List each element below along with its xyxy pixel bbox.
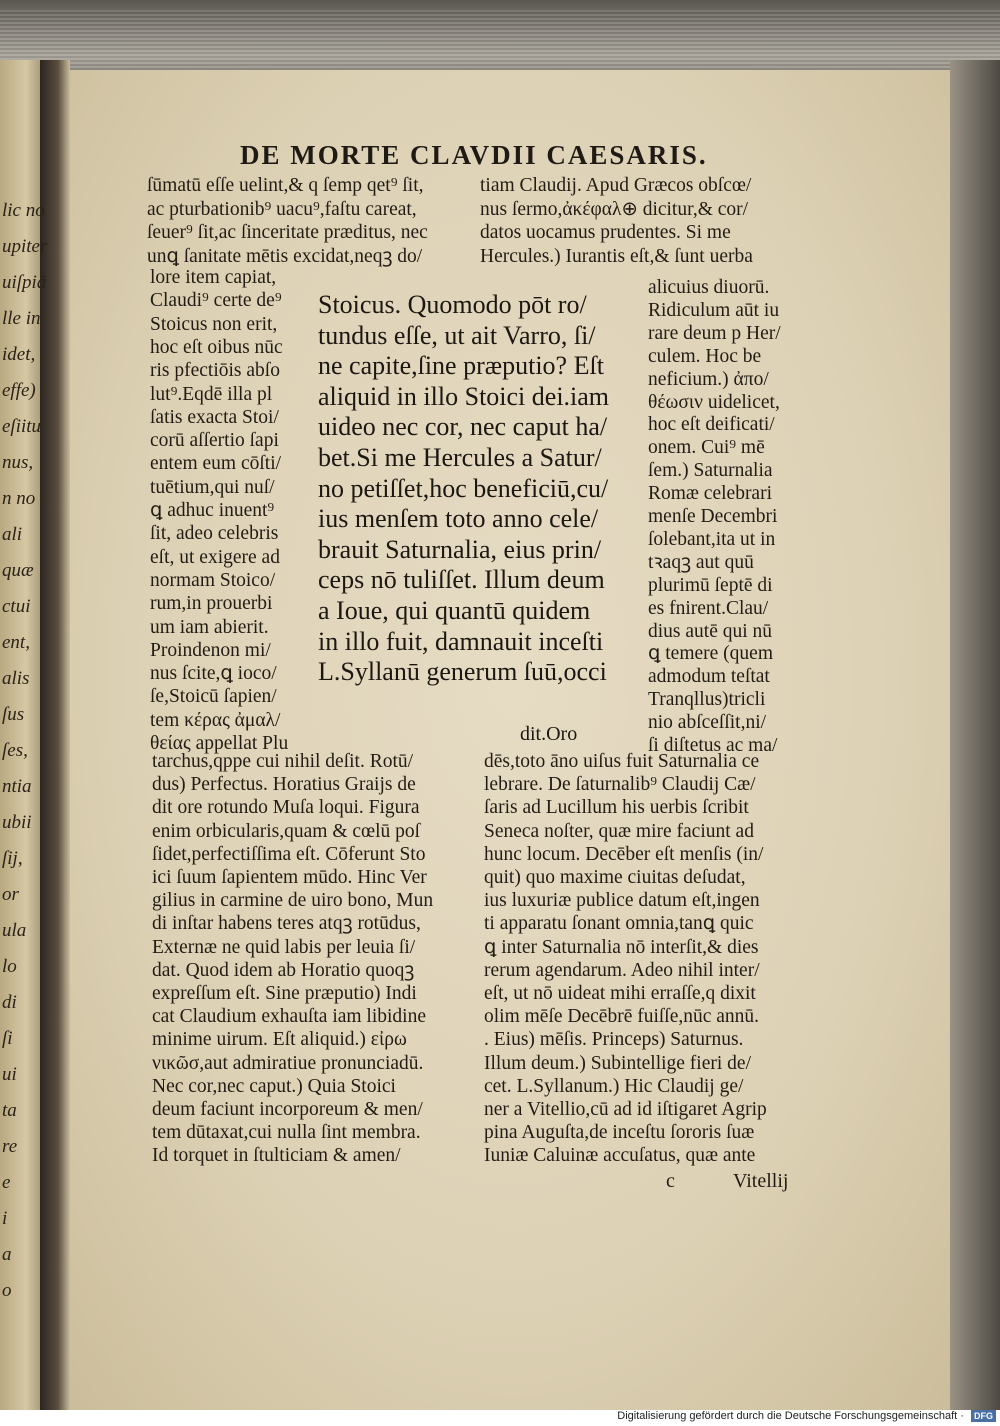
text-line: tem dūtaxat,cui nulla ſint membra. [152, 1122, 421, 1144]
text-line: tꝛaqꝫ aut quū [648, 551, 754, 573]
text-line: Romæ celebrari [648, 483, 772, 505]
text-line: a Ioue, qui quantū quidem [318, 596, 591, 625]
facing-page-fragment: ſi [2, 1028, 13, 1049]
facing-page-fragment: ſus [2, 704, 25, 725]
text-line: ceps nō tuliſſet. Illum deum [318, 565, 605, 595]
text-line: culem. Hoc be [648, 345, 762, 367]
text-line: ſatis exacta Stoi/ [150, 406, 279, 428]
text-line: gilius in carmine de uiro bono, Mun [152, 890, 434, 912]
text-line: lut⁹.Eqdē illa pl [150, 383, 273, 405]
text-line: hoc eſt oibus nūc [150, 336, 283, 358]
text-line: νικῶσ,aut admiratiue pronunciadū. [152, 1052, 424, 1074]
text-line: ris pfectiōis abſo [150, 360, 280, 382]
facing-page-fragment: lle in [2, 308, 41, 329]
text-line: θέωσιν uidelicet, [648, 391, 780, 413]
facing-page-fragment: ntia [2, 776, 32, 797]
facing-page-fragment: quæ [2, 560, 34, 581]
facing-page-fragment: lic no [2, 200, 45, 221]
facing-page-fragment: re [2, 1136, 18, 1157]
text-line: normam Stoico/ [150, 569, 276, 591]
footer-credit [600, 1410, 1000, 1426]
text-line: entem eum cōſti/ [150, 453, 282, 475]
facing-page-fragment: upiter [2, 236, 48, 257]
text-line: dēs,toto āno uiſus fuit Saturnalia ce [484, 751, 760, 772]
facing-page-fragment: e [2, 1172, 11, 1193]
text-line: ici ſuum ſapientem mūdo. Hinc Ver [152, 867, 427, 888]
text-line: ſolebant,ita ut in [648, 528, 776, 550]
running-head: DE MORTE CLAVDII CAESARIS. [240, 140, 708, 170]
text-line: ꝗ temere (quem [648, 643, 773, 665]
text-line: dat. Quod idem ab Horatio quoqꝫ [152, 959, 415, 981]
text-line: alicuius diuorū. [648, 277, 770, 298]
text-line: enim orbicularis,quam & cœlū poſ [152, 820, 421, 842]
text-line: di inſtar habens teres atqꝫ rotūdus, [152, 913, 421, 935]
text-line: ſit, adeo celebris [150, 523, 279, 545]
text-line: tundus eſſe, ut ait Varro, ſi/ [318, 320, 596, 350]
facing-page-fragment: ctui [2, 596, 31, 617]
facing-page-fragment: ubii [2, 812, 32, 833]
text-line: neficium.) ἀπο/ [648, 368, 769, 390]
text-line: ius menſem toto anno cele/ [318, 504, 599, 534]
signature-mark: c [666, 1170, 675, 1192]
text-line: bet.Si me Hercules a Satur/ [318, 443, 602, 472]
text-line: Id torquet in ſtulticiam & amen/ [152, 1145, 401, 1167]
text-line: Stoicus non erit, [150, 313, 278, 335]
text-line: tuētium,qui nuſ/ [150, 476, 275, 498]
text-line: ꝗ inter Saturnalia nō interſit,& dies [484, 936, 759, 958]
text-line: rum,in prouerbi [150, 593, 273, 615]
text-line: no petiſſet,hoc beneficiū,cu/ [318, 473, 609, 503]
facing-page-fragment: ula [2, 920, 27, 941]
text-line: hoc eſt deificati/ [648, 414, 775, 436]
text-line: es fnirent.Clau/ [648, 597, 769, 619]
text-line: uideo nec cor, nec caput ha/ [318, 412, 608, 442]
text-line: aliquid in illo Stoici dei.iam [318, 381, 610, 411]
facing-page-fragment: uiſpiā [2, 272, 47, 293]
facing-page-fragment: i [2, 1208, 8, 1229]
text-line: ſaris ad Lucillum his uerbis ſcribit [484, 797, 749, 819]
facing-page-fragment: effe) [2, 380, 36, 401]
text-line: Nec cor,nec caput.) Quia Stoici [152, 1075, 396, 1097]
text-line: plurimū ſeptē di [648, 574, 773, 596]
text-line: deum faciunt incorporeum & men/ [152, 1099, 423, 1120]
text-line: nus ſermo,ἀκέφαλ⊕ dicitur,& cor/ [480, 198, 749, 220]
text-line: um iam abierit. [150, 616, 269, 638]
text-line: hunc locum. Decēber eſt menſis (in/ [484, 843, 764, 865]
text-line: Externæ ne quid labis per leuia ſi/ [152, 936, 416, 958]
text-line: ſeuer⁹ ſit,ac ſinceritate præditus, nec [147, 222, 428, 243]
text-line: brauit Saturnalia, eius prin/ [318, 534, 602, 564]
text-line: nio abſceſſit,ni/ [648, 712, 767, 734]
facing-page-fragment: o [2, 1280, 12, 1301]
text-line: lore item capiat, [150, 267, 277, 288]
page-fore-edge [950, 60, 1000, 1410]
facing-page-fragment: a [2, 1244, 12, 1265]
text-line: ſi diſtetus ac ma/ [648, 735, 778, 756]
text-line: cat Claudium exhauſta iam libidine [152, 1006, 427, 1028]
facing-page-fragment: lo [2, 956, 17, 977]
text-line: nus ſcite,ꝗ ioco/ [150, 663, 277, 685]
text-line: dit ore rotundo Muſa loqui. Figura [152, 797, 420, 819]
facing-page-fragment: ali [2, 524, 23, 545]
text-line: dus) Perfectus. Horatius Graijs de [152, 774, 416, 796]
facing-page-fragment: ſij, [2, 848, 23, 869]
text-line: Proindenon mi/ [150, 639, 271, 661]
facing-page-fragment: ta [2, 1100, 17, 1121]
text-line: onem. Cui⁹ mē [648, 437, 765, 459]
facing-page-fragment: ſes, [2, 740, 28, 761]
text-line: datos uocamus prudentes. Si me [480, 222, 731, 243]
text-line: Iuniæ Caluinæ accuſatus, quæ ante [484, 1145, 756, 1167]
text-line: pina Auguſta,de inceſtu ſororis ſuæ [484, 1122, 755, 1144]
text-line: Hercules.) Iurantis eſt,& ſunt uerba [480, 245, 753, 267]
text-line: admodum teſtat [648, 666, 770, 688]
catchword: Vitellij [733, 1170, 789, 1192]
facing-page-fragment: ui [2, 1064, 17, 1085]
text-line: expreſſum eſt. Sine præputio) Indi [152, 983, 417, 1004]
facing-page-fragment: or [2, 884, 19, 905]
text-line: ne capite,ſine præputio? Eſt [318, 351, 604, 381]
footer-credit-text: Digitalisierung gefördert durch die Deutsche Forschungsgemeinschaft · [617, 1410, 964, 1422]
text-line: ner a Vitellio,cū ad id iſtigaret Agrip [484, 1099, 767, 1120]
facing-page-fragment: nus, [2, 452, 34, 473]
text-line: tem κέρας ἀμαλ/ [150, 709, 281, 731]
text-line: minime uirum. Eſt aliquid.) εἰρω [152, 1029, 407, 1051]
text-line: dius autē qui nū [648, 620, 773, 642]
text-line: tiam Claudij. Apud Græcos obſcœ/ [480, 175, 752, 196]
text-line: . Eius) mēſis. Princeps) Saturnus. [484, 1029, 744, 1051]
facing-page-fragment: ent, [2, 632, 30, 653]
facing-page-fragment: alis [2, 668, 30, 689]
text-line: ſūmatū eſſe uelint,& q ſemp qet⁹ ſit, [147, 175, 424, 196]
text-line: eſt, ut exigere ad [150, 546, 280, 568]
text-line: Claudi⁹ certe de⁹ [150, 290, 282, 312]
text-line: lebrare. De ſaturnalib⁹ Claudij Cæ/ [484, 774, 756, 796]
text-line: L.Syllanū generum ſuū,occi [318, 657, 607, 687]
text-line: in illo fuit, damnauit inceſti [318, 626, 604, 656]
text-line: Seneca noſter, quæ mire faciunt ad [484, 820, 754, 842]
text-line: ti apparatu ſonant omnia,tanꝗ quic [484, 913, 754, 935]
text-line: Ridiculum aūt iu [648, 299, 780, 321]
facing-page-fragment: idet, [2, 344, 36, 365]
text-line: olim mēſe Decēbrē fuiſſe,nūc annū. [484, 1006, 760, 1028]
book-gutter [40, 60, 70, 1410]
text-line: ſe,Stoicū ſapien/ [150, 686, 277, 708]
text-line: Stoicus. Quomodo pōt ro/ [318, 290, 587, 319]
text-line: dit.Oro [520, 723, 578, 745]
text-line: rare deum p Her/ [648, 322, 781, 344]
text-line: eſt, ut nō uideat mihi erraſſe,q dixit [484, 983, 756, 1004]
text-line: unꝗ ſanitate mētis excidat,neqꝫ do/ [147, 245, 423, 267]
text-line: Illum deum.) Subintellige fieri de/ [484, 1052, 751, 1074]
text-line: ꝗ adhuc inuent⁹ [150, 500, 275, 521]
text-line: menſe Decembri [648, 506, 778, 527]
facing-page-fragment: di [2, 992, 17, 1013]
text-line: tarchus,qppe cui nihil deſit. Rotū/ [152, 751, 414, 772]
text-line: ſidet,perfectiſſima eſt. Cōferunt Sto [152, 843, 426, 865]
text-line: ac pturbationib⁹ uacu⁹,faſtu careat, [147, 198, 417, 220]
text-line: θείας appellat Plu [150, 733, 289, 754]
text-line: rerum agendarum. Adeo nihil inter/ [484, 959, 760, 981]
text-line: ius luxuriæ publice datum eſt,ingen [484, 890, 760, 912]
text-line: Tranqllus)tricli [648, 689, 766, 711]
text-line: cet. L.Syllanum.) Hic Claudij ge/ [484, 1075, 744, 1097]
text-line: corū aſſertio ſapi [150, 430, 279, 452]
text-line: ſem.) Saturnalia [648, 460, 773, 482]
dfg-logo: DFG [971, 1410, 996, 1422]
facing-page-fragment: eſiitu [2, 416, 42, 437]
text-line: quit) quo maxime ciuitas deſudat, [484, 867, 746, 888]
facing-page-fragment: n no [2, 488, 36, 509]
